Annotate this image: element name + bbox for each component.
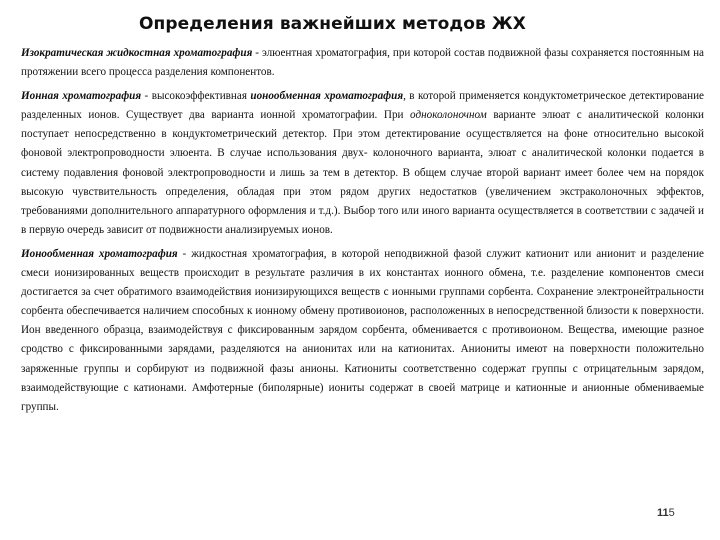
term-ion-exchange-inline: ионообменная хроматография — [250, 90, 404, 103]
page-number — [657, 507, 675, 519]
term-ion-exchange: Ионообменная хроматография — [21, 247, 178, 260]
paragraph-ion-exchange — [21, 245, 704, 417]
term-single-column: одноколоночном — [410, 109, 487, 122]
definition-ion-part3: варианте элюат с аналитической колонки поступает непосредственно в кондуктометрический детектор. При этом детектирование осуществляется на фоне относительно высокой фоновой электропроводности элюента. В случае использования двух- колоночного варианта, элюат с аналитической колонки подается в систему подавления фоновой электропроводности и лишь за тем в детектор. В общем случае второй вариант имеет более чем на порядок высокую чувствительность определения, обладая при этом рядом других недостатков (увеличением экстраколоночных эффектов, требованиями дополнительного аппаратурного оформления и т.д.). Выбор того или иного варианта осуществляется в соответствии с задачей и в первую очередь зависит от подвижности анализируемых ионов. — [21, 109, 705, 236]
page-title: Определения важнейших методов ЖХ — [139, 14, 526, 34]
definition-ion-exchange: - жидкостная хроматография, в которой неподвижной фазой служит катионит или анионит и разделение смеси ионизированных веществ происходит в результате различия в их константах ионного обмена, т.е. разделение компонентов смеси достигается за счет обратимого взаимодействия ионизирующихся веществ с ионными группами сорбента. Сохранение электронейтральности сорбента обеспечивается наличием способных к ионному обмену противоионов, расположенных в непосредственной близости к поверхности. Ион введенного образца, взаимодействуя с фиксированным зарядом сорбента, обменивается с противоионом. Вещества, имеющие разное сродство с фиксированными зарядами, разделяются на анионитах или на катионитах. Аниониты имеют на поверхности положительно заряженные группы и сорбируют из подвижной фазы анионы. Катиониты соответственно содержат группы с отрицательным зарядом, взаимодействующие с катионами. Амфотерные (биполярные) иониты содержат в своей матрице и катионные и анионные обмениваемые группы. — [21, 247, 704, 413]
definition-isocratic: - элюентная хроматография, при которой состав подвижной фазы сохраняется постоянным на протяжении всего процесса разделения компонентов. — [21, 47, 704, 79]
term-ion-chromatography: Ионная хроматография — [21, 90, 142, 103]
document-body — [21, 44, 704, 422]
paragraph-ion-chromatography — [21, 87, 704, 240]
definition-ion-part2: , в которой применяется кондуктометрическое детектирование разделенных ионов. Существует два варианта ионной хроматографии. При — [21, 90, 704, 122]
definition-ion-part1: - высокоэффективная — [141, 90, 251, 103]
page-number-rest: 5 — [668, 507, 675, 519]
paragraph-isocratic — [21, 44, 704, 82]
page-number-bold: 11 — [657, 507, 669, 519]
term-isocratic: Изократическая жидкостная хроматография — [21, 47, 253, 59]
